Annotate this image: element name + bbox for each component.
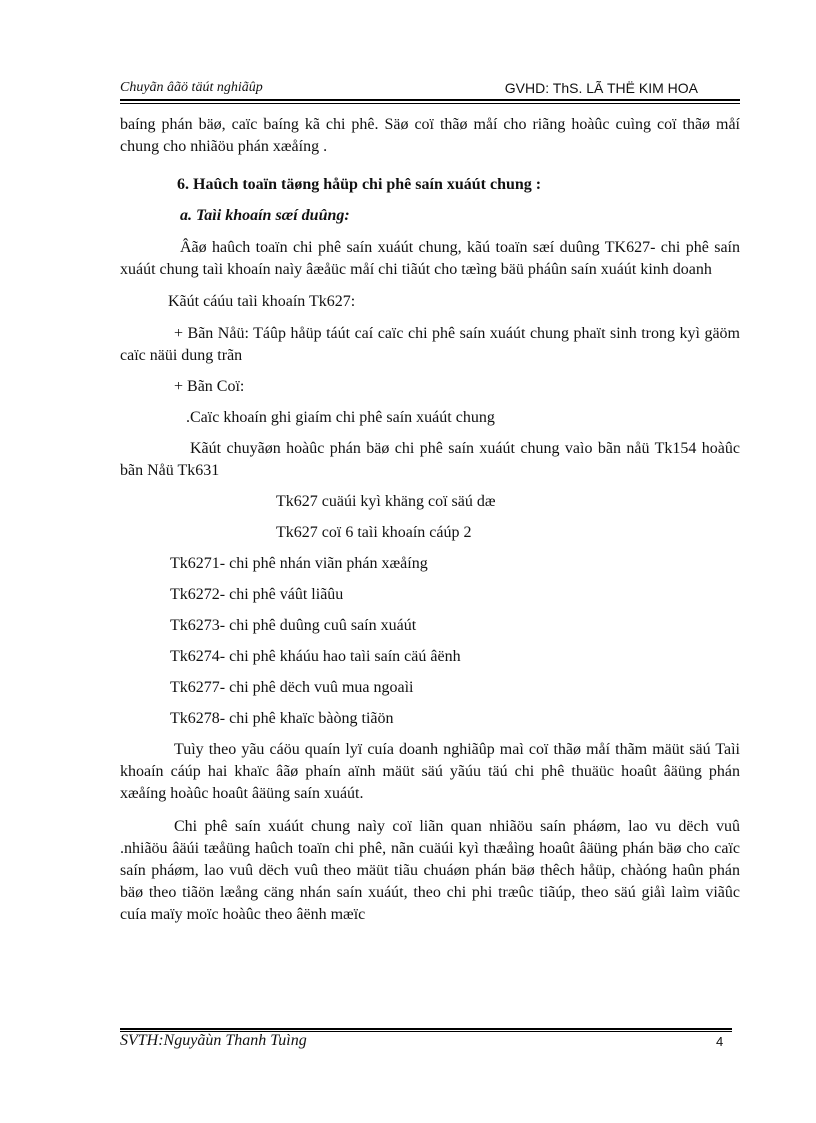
paragraph-debit-side: + Bãn Nåü: Táûp håüp táút caí caïc chi phê saín xuáút chung phaït sinh trong kyì gäöm caïc näüi dung trãn xyxy=(120,325,740,364)
account-item: Tk6273- chi phê duûng cuû saín xuáút xyxy=(170,617,417,634)
paragraph-transfer: Kãút chuyãøn hoàûc phán bäø chi phê saín xuáút chung vaìo bãn nåü Tk154 hoàûc bãn Nåü Tk631 xyxy=(120,440,740,479)
account-item: Tk6277- chi phê dëch vuû mua ngoaìi xyxy=(170,679,414,696)
paragraph-level2-accounts: Tk627 coï 6 taìi khoaín cáúp 2 xyxy=(276,524,472,541)
account-item: Tk6278- chi phê khaïc bàòng tiãön xyxy=(170,710,394,727)
paragraph-custom-accounts: Tuìy theo yãu cáöu quaín lyï cuía doanh nghiãûp maì coï thãø måí thãm mäüt säú Taìi khoaín cáúp hai khaïc âãø phaín aïnh mäüt säú yãúu täú chi phê thuäüc hoaût âäüng phán xæåíng hoàûc hoaût âäüng saín xuáút. xyxy=(120,741,740,802)
intro-paragraph: baíng phán bäø, caïc baíng kã chi phê. Säø coï thãø måí cho riãng hoàûc cuìng coï thãø måí chung cho nhiãöu phán xæåíng . xyxy=(120,116,740,155)
paragraph-allocation: Chi phê saín xuáút chung naìy coï liãn quan nhiãöu saín pháøm, lao vu dëch vuû .nhiãöu âäúi tæåüng haûch toaïn chi phê, nãn cuäúi kyì thæåìng hoaût âäüng phán bäø cho caïc saín pháøm, lao vuû dëch vuû theo mäüt tiãu chuáøn phán bäø thêch håüp, chàóng haûn phán bäø theo tiãön læång cäng nhán saín xuáút, theo chi phi træûc tiãúp, theo säú giåì laìm viãûc cuía maïy moïc hoàûc theo âënh mæïc xyxy=(120,818,740,923)
account-item: Tk6274- chi phê kháúu hao taìi saín cäú âënh xyxy=(170,648,461,665)
footer-divider xyxy=(120,1028,732,1030)
subsection-heading: a. Taìi khoaín sæí duûng: xyxy=(180,207,350,224)
paragraph-no-balance: Tk627 cuäúi kyì khäng coï säú dæ xyxy=(276,493,496,510)
section-heading: 6. Haûch toaïn täøng håüp chi phê saín xuáút chung : xyxy=(177,176,542,193)
account-item: Tk6272- chi phê váût liãûu xyxy=(170,586,344,603)
page-body xyxy=(120,104,740,926)
page-number: 4 xyxy=(716,1034,724,1049)
header-divider xyxy=(120,99,740,101)
paragraph-credit-side: + Bãn Coï: xyxy=(174,378,245,395)
paragraph-account-usage: Âãø haûch toaïn chi phê saín xuáút chung, kãú toaïn sæí duûng TK627- chi phê saín xuáút chung taìi khoaín naìy âæåüc måí chi tiãút cho tæìng bäü pháûn saín xuáút kinh doanh xyxy=(120,239,740,278)
footer-student-name: SVTH:Nguyãùn Thanh Tuìng xyxy=(120,1032,307,1049)
paragraph-account-structure: Kãút cáúu taìi khoaín Tk627: xyxy=(168,293,356,310)
header-thesis-title: Chuyãn âãö täút nghiãûp xyxy=(120,80,263,95)
paragraph-credit-item: .Caïc khoaín ghi giaím chi phê saín xuáút chung xyxy=(186,409,495,426)
header-advisor: GVHD: ThS. LÃ THË KIM HOA xyxy=(504,80,698,96)
account-item: Tk6271- chi phê nhán viãn phán xæåíng xyxy=(170,555,428,572)
